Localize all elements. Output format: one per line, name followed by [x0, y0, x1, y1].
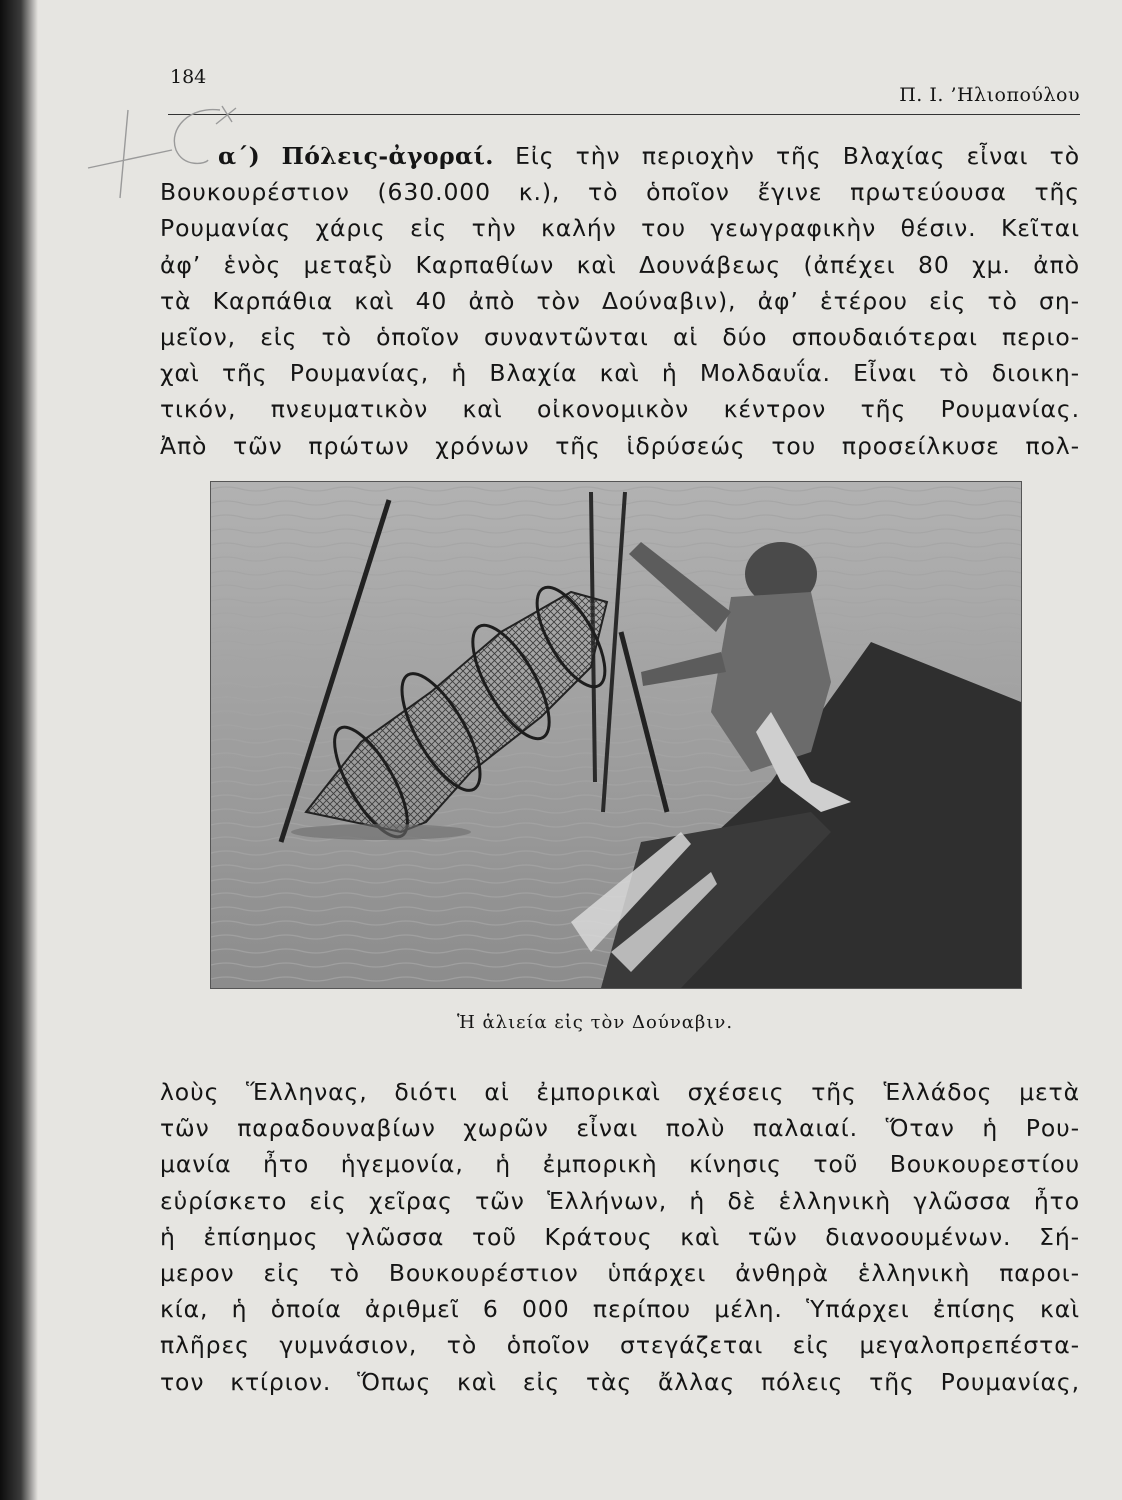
page-number: 184 — [170, 66, 207, 88]
header-rule — [168, 114, 1080, 115]
paragraph-continued — [160, 1074, 1080, 1400]
text-segment: Εἰς τὴν περιοχὴν τῆς Βλαχίας εἶναι τὸ — [515, 142, 1081, 170]
text-line: μανία ἦτο ἡγεμονία, ἡ ἐμπορικὴ κίνησις τοῦ Βουκουρεστίου — [160, 1150, 1080, 1179]
text-line: τῶν παραδουναβίων χωρῶν εἶναι πολὺ παλαιαί. Ὅταν ἡ Ρου- — [160, 1114, 1080, 1143]
running-header-author: Π. Ι. ’Ηλιοπούλου — [899, 84, 1080, 106]
photo-illustration — [211, 482, 1021, 988]
text-line: τὰ Καρπάθια καὶ 40 ἀπὸ τὸν Δούναβιν), ἀφ’ ἑτέρου εἰς τὸ ση- — [160, 286, 1080, 315]
text-line: πλῆρες γυμνάσιον, τὸ ὁποῖον στεγάζεται εἰς μεγαλοπρεπέστα- — [160, 1331, 1080, 1360]
text-line: τον κτίριον. Ὅπως καὶ εἰς τὰς ἄλλας πόλεις τῆς Ρουμανίας, — [160, 1367, 1080, 1396]
text-line: τικόν, πνευματικὸν καὶ οἰκονομικὸν κέντρον τῆς Ρουμανίας. — [160, 395, 1080, 424]
text-line: μεῖον, εἰς τὸ ὁποῖον συναντῶνται αἱ δύο σπουδαιότεραι περιο- — [160, 323, 1080, 352]
book-spine-shadow — [0, 0, 38, 1500]
text-line: Ἀπὸ τῶν πρώτων χρόνων τῆς ἱδρύσεώς του προσείλκυσε πολ- — [160, 431, 1080, 460]
text-line: χαὶ τῆς Ρουμανίας, ἡ Βλαχία καὶ ἡ Μολδαυΐα. Εἶναι τὸ διοικη- — [160, 359, 1080, 388]
text-line: μερον εἰς τὸ Βουκουρέστιον ὑπάρχει ἀνθηρὰ ἑλληνικὴ παροι- — [160, 1259, 1080, 1288]
text-line — [160, 138, 1080, 174]
text-line: λοὺς Ἕλληνας, διότι αἱ ἐμπορικαὶ σχέσεις τῆς Ἑλλάδος μετὰ — [160, 1078, 1080, 1106]
text-line: Ρουμανίας χάρις εἰς τὴν καλήν του γεωγραφικὴν θέσιν. Κεῖται — [160, 214, 1080, 243]
text-line: Βουκουρέστιον (630.000 κ.), τὸ ὁποῖον ἔγινε πρωτεύουσα τῆς — [160, 178, 1080, 207]
text-line: ἀφ’ ἑνὸς μεταξὺ Καρπαθίων καὶ Δουνάβεως (ἀπέχει 80 χμ. ἀπὸ — [160, 250, 1080, 279]
photo-fishing-danube — [210, 481, 1022, 989]
text-line: εὑρίσκετο εἰς χεῖρας τῶν Ἑλλήνων, ἡ δὲ ἑλληνικὴ γλῶσσα ἦτο — [160, 1186, 1080, 1215]
text-line: ἡ ἐπίσημος γλῶσσα τοῦ Κράτους καὶ τῶν διανοουμένων. Σή- — [160, 1222, 1080, 1251]
figure-caption: Ἡ ἁλιεία εἰς τὸν Δούναβιν. — [456, 1012, 734, 1033]
section-heading: α΄) Πόλεις-ἀγοραί. — [218, 142, 494, 170]
paragraph-first — [160, 138, 1080, 464]
text-line: κία, ἡ ὁποία ἀριθμεῖ 6 000 περίπου μέλη. Ὑπάρχει ἐπίσης καὶ — [160, 1295, 1080, 1324]
